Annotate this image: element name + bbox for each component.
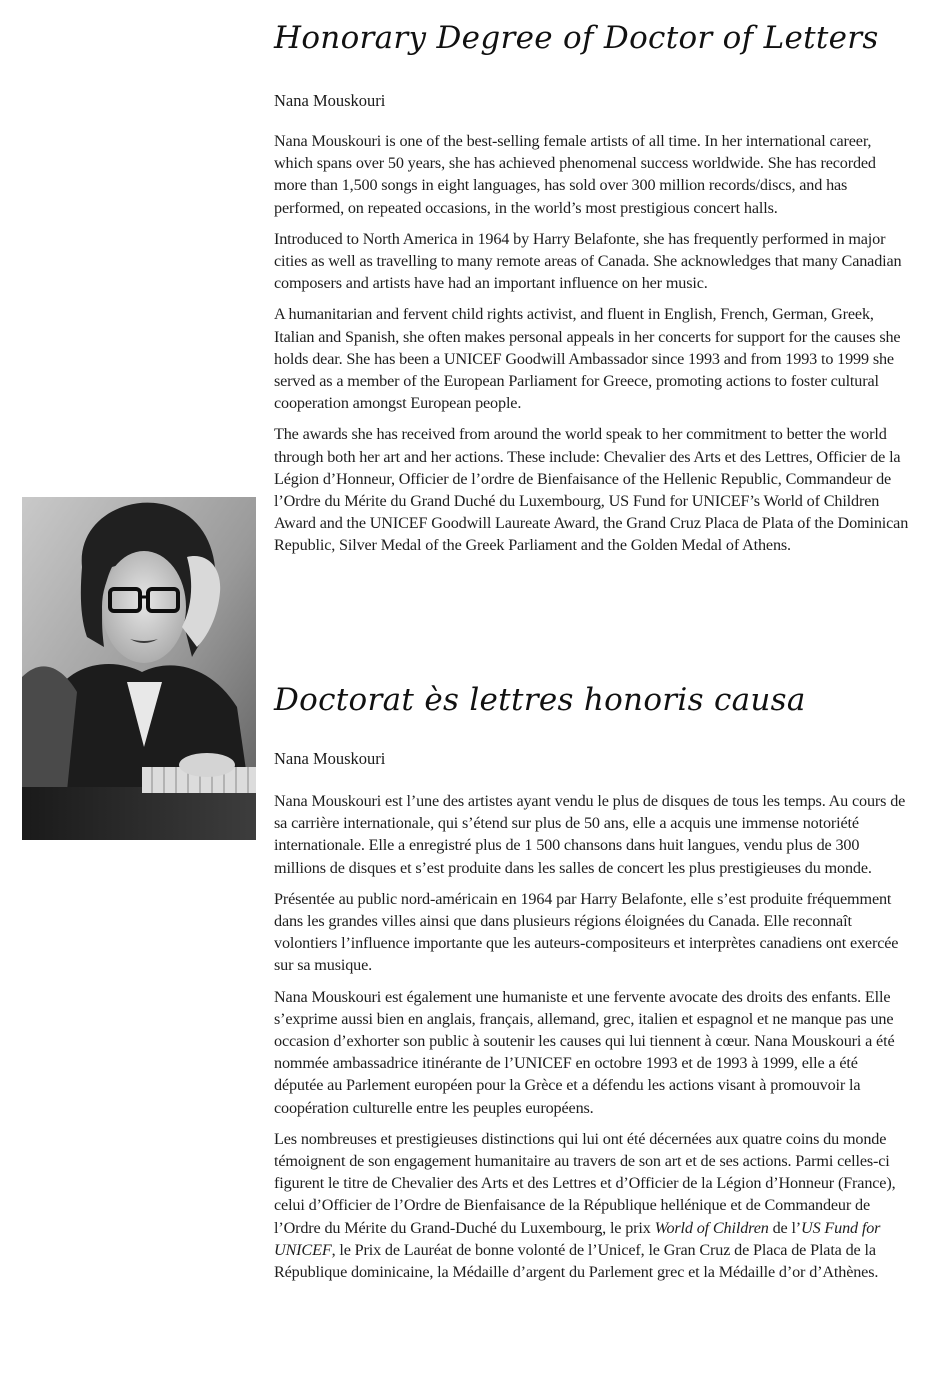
- text-span: , le Prix de Lauréat de bonne volonté de l’Unicef, le Gran Cruz de Placa de Plata de la République dominicaine, la Médaille d’argent du Parlement grec et la Médaille d’or d’Athènes.: [274, 1240, 879, 1282]
- text-span: de l’: [768, 1218, 802, 1237]
- page-title: Honorary Degree of Doctor of Letters: [274, 20, 879, 56]
- honoree-name-french: Nana Mouskouri: [274, 749, 386, 768]
- paragraph: Nana Mouskouri est l’une des artistes ayant vendu le plus de disques de tous les temps. Au cours de sa carrière internationale, qui s’étend sur plus de 50 ans, elle a acquis une immense notoriété internationale. Elle a enregistré plus de 1 500 chansons dans huit langues, vendu plus de 300 millions de disques et s’est produite dans les salles de concert les plus prestigieuses du monde.: [274, 792, 906, 877]
- french-citation: [274, 790, 910, 1283]
- paragraph: Nana Mouskouri est également une humaniste et une fervente avocate des droits des enfants. Elle s’exprime aussi bien en anglais, français, allemand, grec, italien et espagnol et ne manque pas une occasion d’exhorter son public à soutenir les causes qui lui tiennent à cœur. Nana Mouskouri a été nommée ambassadrice itinérante de l’UNICEF en octobre 1993 et de 1993 à 1999, elle a été députée au Parlement européen pour la Grèce et a défendu les actions visant à promouvoir la coopération culturelle entre les peuples européens.: [274, 987, 895, 1117]
- portrait-photo: [22, 497, 256, 840]
- honoree-name: Nana Mouskouri: [274, 91, 386, 110]
- paragraph: A humanitarian and fervent child rights activist, and fluent in English, French, German, Greek, Italian and Spanish, she often makes personal appeals in her concerts for support for the causes she holds dear. She has been a UNICEF Goodwill Ambassador since 1993 and from 1993 to 1999 she served as a member of the European Parliament for Greece, promoting actions to foster cultural cooperation amongst European people.: [274, 305, 901, 413]
- english-citation: [274, 130, 910, 557]
- paragraph: [274, 1128, 910, 1283]
- paragraph: Nana Mouskouri is one of the best-selling female artists of all time. In her international career, which spans over 50 years, she has achieved phenomenal success worldwide. She has recorded more than 1,500 songs in eight languages, has sold over 300 million records/discs, and has performed, on repeated occasions, in the world’s most prestigious concert halls.: [274, 132, 876, 217]
- text-span: Les nombreuses et prestigieuses distinctions qui lui ont été décernées aux quatre coins du monde témoignent de son engagement humanitaire au travers de son art et de ses actions. Parmi celles-ci figurent le titre de Chevalier des Arts et des Lettres et d’Officier de la Légion d’Honneur (France), celui d’Officier de l’Ordre de Bienfaisance de la République hellénique et de Commandeur de l’Ordre du Mérite du Grand-Duché du Luxembourg, le prix: [274, 1129, 896, 1237]
- paragraph: Introduced to North America in 1964 by Harry Belafonte, she has frequently performed in major cities as well as travelling to many remote areas of Canada. She acknowledges that many Canadian composers and artists have had an important influence on her music.: [274, 229, 902, 293]
- paragraph: Présentée au public nord-américain en 1964 par Harry Belafonte, elle s’est produite fréquemment dans les grandes villes ainsi que dans plusieurs régions éloignées du Canada. Elle reconnaît volontiers l’influence importante que les auteurs-compositeurs et interprètes canadiens ont exercée sur sa musique.: [274, 889, 899, 975]
- paragraph: The awards she has received from around the world speak to her commitment to better the world through both her art and her actions. These include: Chevalier des Arts et des Lettres, Officier de la Légion d’Honneur, Officier de l’ordre de Bienfaisance of the Hellenic Republic, Commandeur de l’Ordre du Mérite du Grand Duché du Luxembourg, US Fund for UNICEF’s World of Children Award and the UNICEF Goodwill Laureate Award, the Grand Cruz Placa de Plata of the Dominican Republic, Silver Medal of the Greek Parliament and the Golden Medal of Athens.: [274, 425, 909, 555]
- organization-name: US Fund for UNICEF: [274, 1218, 881, 1259]
- award-title: World of Children: [654, 1218, 769, 1237]
- french-title: Doctorat ès lettres honoris causa: [274, 682, 806, 718]
